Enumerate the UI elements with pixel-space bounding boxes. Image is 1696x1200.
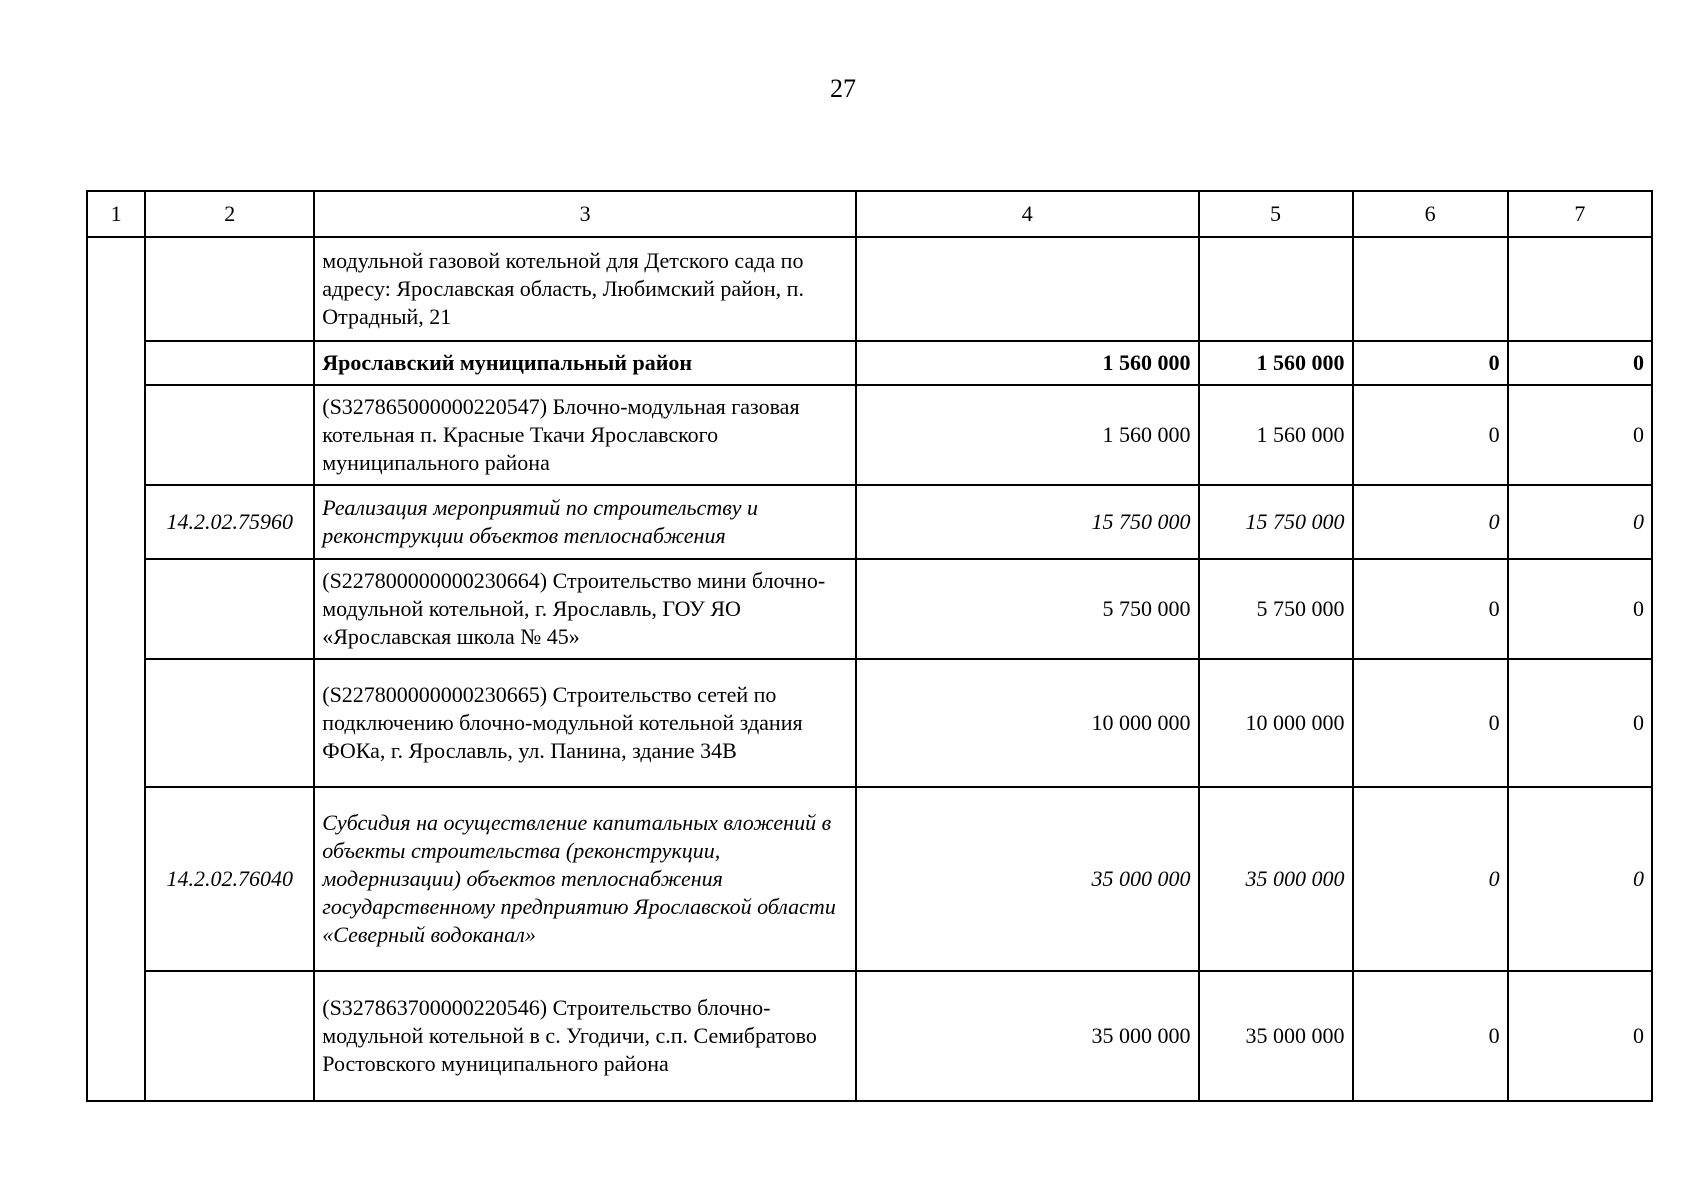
value-cell-7: 0: [1508, 341, 1652, 385]
header-cell-2: 2: [145, 191, 314, 237]
value-cell-5: 35 000 000: [1199, 971, 1353, 1101]
value-cell-7: 0: [1508, 971, 1652, 1101]
value-cell-6: 0: [1353, 385, 1508, 485]
value-cell-4: 1 560 000: [856, 341, 1199, 385]
name-cell: Субсидия на осуществление капитальных вложений в объекты строительства (реконструкции, модернизации) объектов теплоснабжения государственному предприятию Ярославской области «Северный водоканал»: [314, 787, 856, 971]
value-cell-5: 10 000 000: [1199, 659, 1353, 787]
value-cell-7: [1508, 237, 1652, 341]
header-cell-6: 6: [1353, 191, 1508, 237]
value-cell-7: 0: [1508, 787, 1652, 971]
value-cell-6: 0: [1353, 787, 1508, 971]
value-cell-6: 0: [1353, 341, 1508, 385]
value-cell-7: 0: [1508, 485, 1652, 559]
table-row: [87, 485, 1652, 559]
page-number: 27: [830, 74, 856, 103]
table-row: [87, 659, 1652, 787]
table-row: [87, 385, 1652, 485]
value-cell-4: [856, 237, 1199, 341]
value-cell-5: 1 560 000: [1199, 341, 1353, 385]
code-cell: [145, 559, 314, 659]
value-cell-7: 0: [1508, 559, 1652, 659]
code-cell: 14.2.02.76040: [145, 787, 314, 971]
name-cell: модульной газовой котельной для Детского сада по адресу: Ярославская область, Любимский район, п. Отрадный, 21: [314, 237, 856, 341]
table-row: [87, 341, 1652, 385]
name-cell: (S227800000000230664) Строительство мини блочно-модульной котельной, г. Ярославль, ГОУ ЯО «Ярославская школа № 45»: [314, 559, 856, 659]
value-cell-4: 1 560 000: [856, 385, 1199, 485]
value-cell-4: 35 000 000: [856, 971, 1199, 1101]
value-cell-4: 15 750 000: [856, 485, 1199, 559]
table-row: [87, 559, 1652, 659]
value-cell-5: 35 000 000: [1199, 787, 1353, 971]
code-cell: [145, 659, 314, 787]
budget-table: [86, 190, 1653, 1102]
table-row: [87, 237, 1652, 341]
name-cell: Ярославский муниципальный район: [314, 341, 856, 385]
name-cell: (S327863700000220546) Строительство блочно-модульной котельной в с. Угодичи, с.п. Семибратово Ростовского муниципального района: [314, 971, 856, 1101]
value-cell-5: [1199, 237, 1353, 341]
value-cell-5: 5 750 000: [1199, 559, 1353, 659]
value-cell-7: 0: [1508, 385, 1652, 485]
header-cell-4: 4: [856, 191, 1199, 237]
table-row: [87, 787, 1652, 971]
value-cell-6: 0: [1353, 559, 1508, 659]
value-cell-6: [1353, 237, 1508, 341]
code-cell: 14.2.02.75960: [145, 485, 314, 559]
header-row: [87, 191, 1652, 237]
name-cell: (S327865000000220547) Блочно-модульная газовая котельная п. Красные Ткачи Ярославского муниципального района: [314, 385, 856, 485]
value-cell-4: 10 000 000: [856, 659, 1199, 787]
value-cell-7: 0: [1508, 659, 1652, 787]
row-number-cell: [87, 237, 145, 1101]
value-cell-4: 35 000 000: [856, 787, 1199, 971]
header-cell-7: 7: [1508, 191, 1652, 237]
value-cell-6: 0: [1353, 659, 1508, 787]
name-cell: Реализация мероприятий по строительству и реконструкции объектов теплоснабжения: [314, 485, 856, 559]
value-cell-5: 1 560 000: [1199, 385, 1353, 485]
code-cell: [145, 971, 314, 1101]
value-cell-6: 0: [1353, 485, 1508, 559]
header-cell-3: 3: [314, 191, 856, 237]
header-cell-5: 5: [1199, 191, 1353, 237]
code-cell: [145, 237, 314, 341]
value-cell-6: 0: [1353, 971, 1508, 1101]
code-cell: [145, 385, 314, 485]
code-cell: [145, 341, 314, 385]
value-cell-4: 5 750 000: [856, 559, 1199, 659]
name-cell: (S227800000000230665) Строительство сетей по подключению блочно-модульной котельной здания ФОКа, г. Ярославль, ул. Панина, здание 34В: [314, 659, 856, 787]
value-cell-5: 15 750 000: [1199, 485, 1353, 559]
table-row: [87, 971, 1652, 1101]
header-cell-1: 1: [87, 191, 145, 237]
